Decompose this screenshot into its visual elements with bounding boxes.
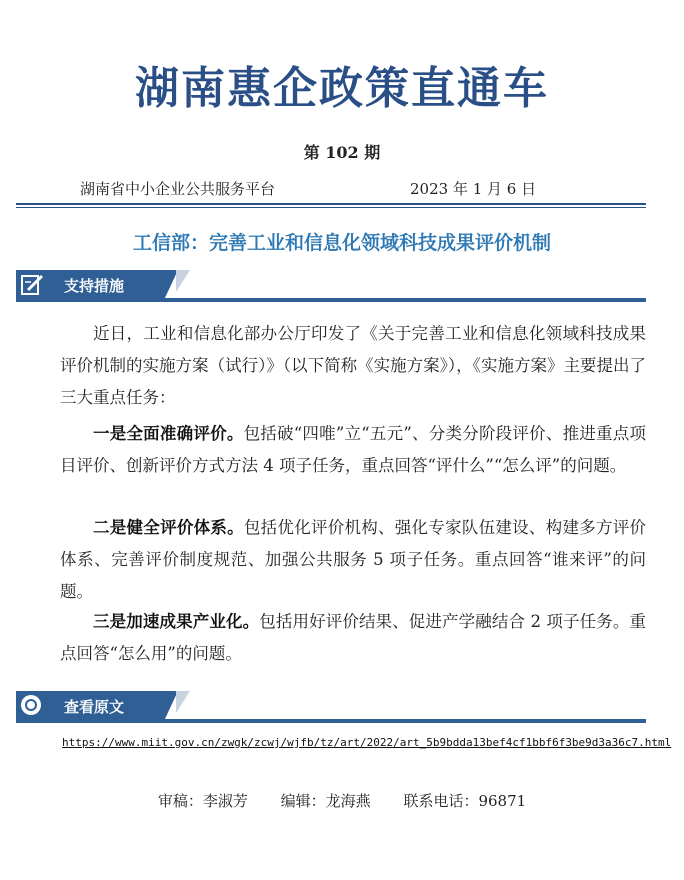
section-bar-accent bbox=[176, 270, 190, 292]
section-label: 查看原文 bbox=[64, 698, 125, 716]
task-body-1: 包括破“四唯”立“五元”、分类分阶段评价、推进重点项目评价、创新评价方式方法 4 项子任务，重点回答“评什么”“怎么评”的问题。 bbox=[60, 424, 647, 475]
contact-phone: 联系电话：96871 bbox=[403, 792, 527, 810]
footer-credits bbox=[0, 790, 684, 811]
task-lead-1: 一是全面准确评价。 bbox=[93, 424, 244, 443]
article-headline: 工信部：完善工业和信息化领域科技成果评价机制 bbox=[132, 232, 551, 254]
editor-credit: 编辑：龙海燕 bbox=[280, 792, 371, 810]
issue-number: 第 102 期 bbox=[303, 143, 381, 162]
section-view-original bbox=[16, 691, 646, 721]
pencil-note-icon bbox=[18, 272, 46, 298]
masthead-title: 湖南惠企政策直通车 bbox=[135, 63, 549, 114]
task-body-2: 包括优化评价机构、强化专家队伍建设、构建多方评价体系、完善评价制度规范、加强公共服务 5 项子任务。重点回答“谁来评”的问题。 bbox=[60, 518, 646, 601]
task-paragraph-2 bbox=[60, 512, 646, 608]
section-support-measures bbox=[16, 270, 646, 300]
publish-date: 2023 年 1 月 6 日 bbox=[410, 180, 537, 198]
header-divider bbox=[16, 203, 646, 208]
section-bar-accent bbox=[176, 691, 190, 713]
publisher-name: 湖南省中小企业公共服务平台 bbox=[80, 180, 276, 198]
section-underline bbox=[16, 719, 646, 723]
task-lead-2: 二是健全评价体系。 bbox=[93, 518, 244, 537]
magnifier-icon bbox=[18, 693, 46, 719]
task-paragraph-3 bbox=[60, 606, 646, 670]
intro-paragraph: 近日，工业和信息化部办公厅印发了《关于完善工业和信息化领域科技成果评价机制的实施方案（试行）》（以下简称《实施方案》），《实施方案》主要提出了三大重点任务： bbox=[60, 324, 646, 407]
source-link[interactable]: https://www.miit.gov.cn/zwgk/zcwj/wjfb/tz/art/2022/art_5b9bdda13bef4cf1bbf6f3be9d3a36c7.html bbox=[62, 736, 672, 749]
section-underline bbox=[16, 298, 646, 302]
publication-row bbox=[80, 178, 560, 199]
task-body-3: 包括用好评价结果、促进产学融结合 2 项子任务。重点回答“怎么用”的问题。 bbox=[60, 612, 646, 663]
section-label: 支持措施 bbox=[64, 277, 125, 295]
reviewer-credit: 审稿：李淑芳 bbox=[157, 792, 248, 810]
task-lead-3: 三是加速成果产业化。 bbox=[93, 612, 260, 631]
task-paragraph-1 bbox=[60, 418, 646, 482]
